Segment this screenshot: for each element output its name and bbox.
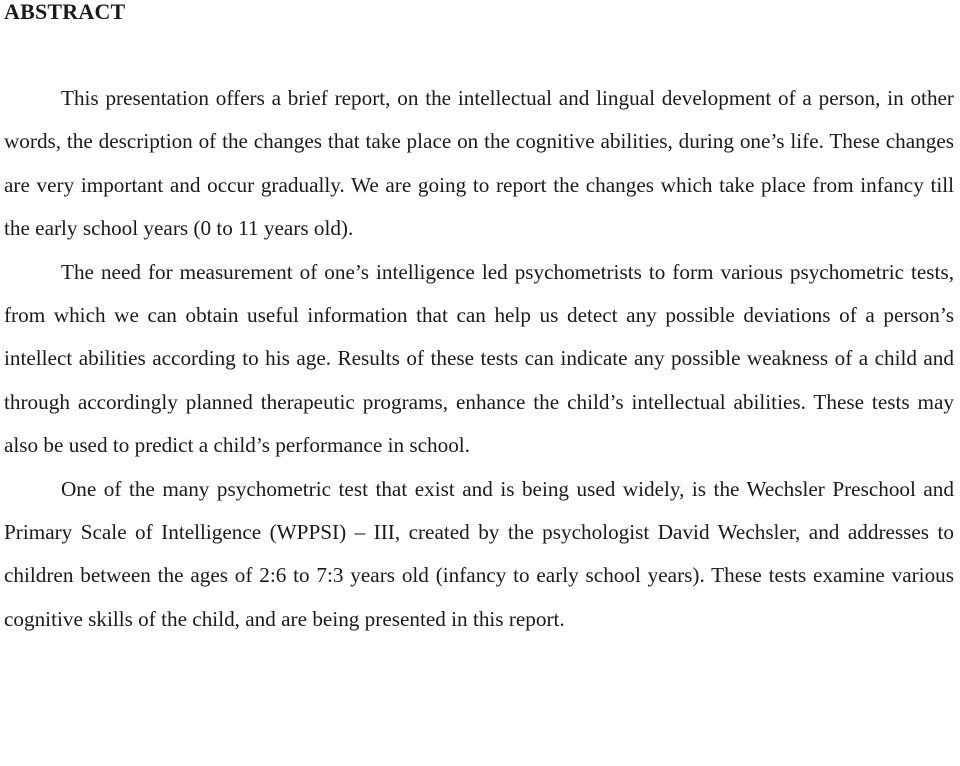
abstract-paragraph-1: This presentation offers a brief report, on the intellectual and lingual development of a person, in other words, the description of the changes that take place on the cognitive abilities, during one’s life. These changes are very important and occur gradually. We are going to report the changes which take place from infancy till the early school years (0 to 11 years old).	[4, 86, 954, 241]
abstract-paragraph-2: The need for measurement of one’s intelligence led psychometrists to form various psychometric tests, from which we can obtain useful information that can help us detect any possible deviations of a person’s intellect abilities according to his age. Results of these tests can indicate any possible weakness of a child and through accordingly planned therapeutic programs, enhance the child’s intellectual abilities. These tests may also be used to predict a child’s performance in school.	[4, 259, 954, 458]
abstract-paragraph-3: One of the many psychometric test that exist and is being used widely, is the Wechsler Preschool and Primary Scale of Intelligence (WPPSI) – III, created by the psychologist David Wechsler, and addresses to children between the ages of 2:6 to 7:3 years old (infancy to early school years). These tests examine various cognitive skills of the child, and are being presented in this report.	[4, 476, 954, 631]
abstract-heading: ABSTRACT	[4, 0, 126, 24]
document-page	[4, 0, 954, 641]
